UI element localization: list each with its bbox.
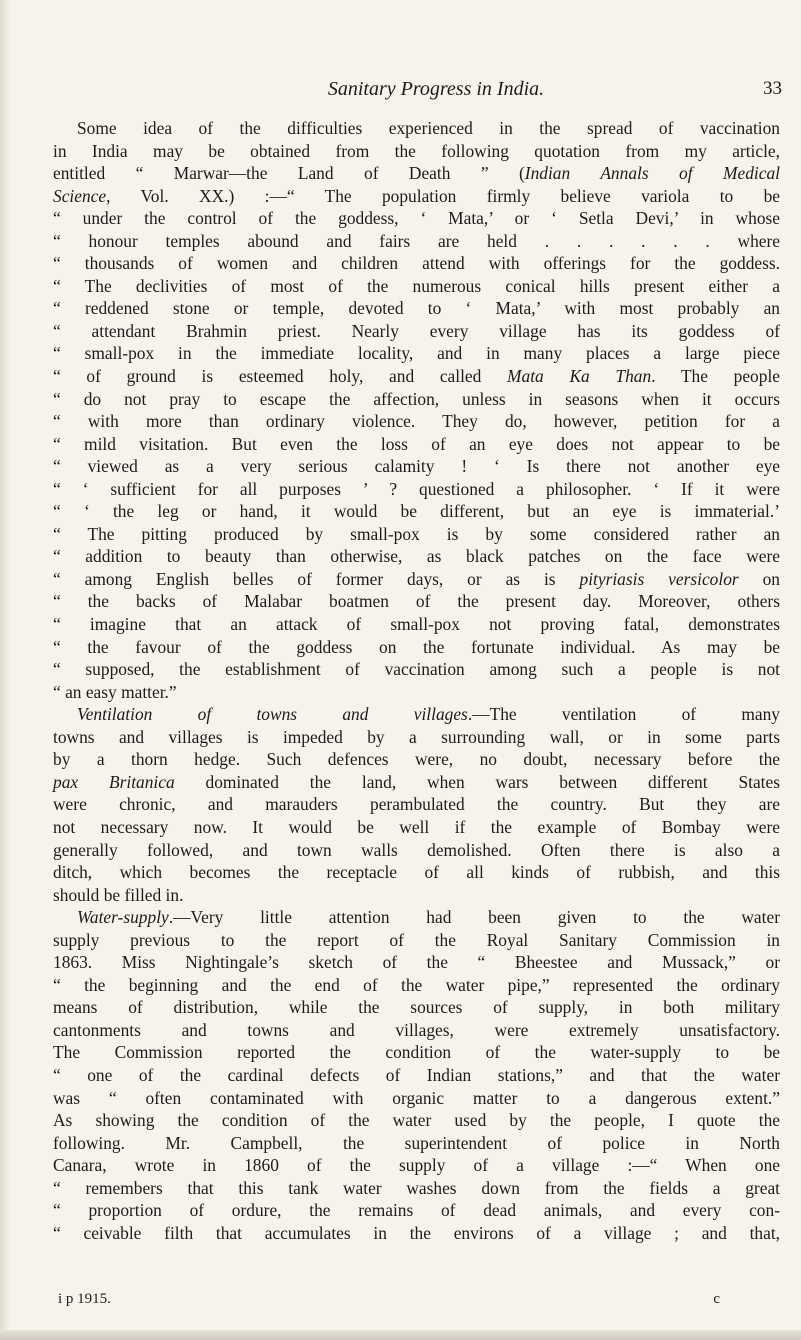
text-line: “ do not pray to escape the affection, unless in seasons when it occurs [53, 388, 780, 409]
text-line: following. Mr. Campbell, the superintendent of police in North [53, 1132, 780, 1153]
text-line-ital-c: “ of ground is esteemed holy, and called Mata Ka Than. The people [53, 366, 780, 387]
text-line-ital-d: “ among English belles of former days, or as is pityriasis versicolor on [53, 568, 780, 589]
text-line: “ reddened stone or temple, devoted to ‘ Mata,’ with most probably an [53, 298, 780, 319]
text-line: were chronic, and marauders perambulated the country. But they are [53, 794, 780, 815]
text-line: “ ceivable filth that accumulates in the environs of a village ; and that, [53, 1222, 780, 1243]
text-line: “ supposed, the establishment of vaccination among such a people is not [53, 659, 780, 680]
text-line: “ proportion of ordure, the remains of dead animals, and every con- [53, 1200, 780, 1221]
text-line: “ the beginning and the end of the water pipe,” represented the ordinary [53, 974, 780, 995]
text-line: was “ often contaminated with organic matter to a dangerous extent.” [53, 1087, 780, 1108]
gathering-signature: c [713, 1291, 720, 1307]
text-line: means of distribution, while the sources of supply, in both military [53, 997, 780, 1018]
page-edge-bottom [0, 1330, 801, 1340]
text-line: in India may be obtained from the following quotation from my article, [53, 140, 780, 161]
text-line: “ ‘ sufficient for all purposes ’ ? questioned a philosopher. ‘ If it were [53, 478, 780, 499]
text-line [53, 703, 780, 726]
text-line: “ ‘ the leg or hand, it would be different, but an eye is immaterial.’ [53, 501, 780, 522]
page-shadow-left [0, 0, 10, 1340]
text-line: The Commission reported the condition of the water-supply to be [53, 1042, 780, 1063]
text-line: “ remembers that this tank water washes down from the fields a great [53, 1177, 780, 1198]
text-line [53, 365, 780, 388]
text-line-ital-f: pax Britanica dominated the land, when wars between different States [53, 771, 780, 792]
text-line: ditch, which becomes the receptacle of all kinds of rubbish, and this [53, 862, 780, 883]
text-line: “ the favour of the goddess on the fortunate individual. As may be [53, 636, 780, 657]
text-line: generally followed, and town walls demolished. Often there is also a [53, 839, 780, 860]
running-title: Sanitary Progress in India. [327, 78, 545, 100]
text-line: “ under the control of the goddess, ‘ Mata,’ or ‘ Setla Devi,’ in whose [53, 208, 780, 229]
text-line-ital-g: Water-supply.—Very little attention had been given to the water [77, 907, 780, 928]
text-line: 1863. Miss Nightingale’s sketch of the “ Bheestee and Mussack,” or [53, 952, 780, 973]
text-line: “ with more than ordinary violence. They do, however, petition for a [53, 411, 780, 432]
text-line: As showing the condition of the water used by the people, I quote the [53, 1110, 780, 1131]
text-line: supply previous to the report of the Royal Sanitary Commission in [53, 929, 780, 950]
text-line: “ an easy matter.” [53, 681, 177, 702]
page-number: 33 [763, 78, 782, 99]
body-text [53, 117, 780, 1244]
text-line: by a thorn hedge. Such defences were, no doubt, necessary before the [53, 749, 780, 770]
text-line [53, 771, 780, 794]
text-line [53, 906, 780, 929]
text-line-ital-a: entitled “ Marwar—the Land of Death ” (Indian Annals of Medical [53, 163, 780, 184]
text-line: “ The pitting produced by small-pox is by some considered rather an [53, 523, 780, 544]
text-line: “ small-pox in the immediate locality, and in many places a large piece [53, 343, 780, 364]
text-line: “ viewed as a very serious calamity ! ‘ Is there not another eye [53, 456, 780, 477]
page-footer [58, 1291, 780, 1313]
text-line: “ addition to beauty than otherwise, as black patches on the face were [53, 546, 780, 567]
page-header [90, 78, 782, 108]
text-line: “ The declivities of most of the numerous conical hills present either a [53, 275, 780, 296]
text-line: “ thousands of women and children attend with offerings for the goddess. [53, 253, 780, 274]
text-line [53, 162, 780, 185]
text-line: “ one of the cardinal defects of Indian stations,” and that the water [53, 1064, 780, 1085]
text-line: Some idea of the difficulties experienced in the spread of vaccination [77, 118, 780, 138]
text-line: cantonments and towns and villages, were extremely unsatisfactory. [53, 1019, 780, 1040]
text-line: “ imagine that an attack of small-pox not proving fatal, demonstrates [53, 614, 780, 635]
text-line: towns and villages is impeded by a surrounding wall, or in some parts [53, 726, 780, 747]
text-line: “ honour temples abound and fairs are held . . . . . . where [53, 230, 780, 251]
text-line: should be filled in. [53, 884, 184, 905]
text-line-ital-b: Science, Vol. XX.) :—“ The population firmly believe variola to be [53, 185, 780, 206]
text-line [53, 185, 780, 208]
text-line: not necessary now. It would be well if the example of Bombay were [53, 816, 780, 837]
text-line: “ attendant Brahmin priest. Nearly every village has its goddess of [53, 320, 780, 341]
text-line: “ mild visitation. But even the loss of an eye does not appear to be [53, 433, 780, 454]
text-line: “ the backs of Malabar boatmen of the present day. Moreover, others [53, 591, 780, 612]
text-line [53, 568, 780, 591]
text-line: Canara, wrote in 1860 of the supply of a village :—“ When one [53, 1155, 780, 1176]
printer-signature: i p 1915. [58, 1291, 111, 1307]
text-line-ital-e: Ventilation of towns and villages.—The ventilation of many [77, 704, 780, 725]
